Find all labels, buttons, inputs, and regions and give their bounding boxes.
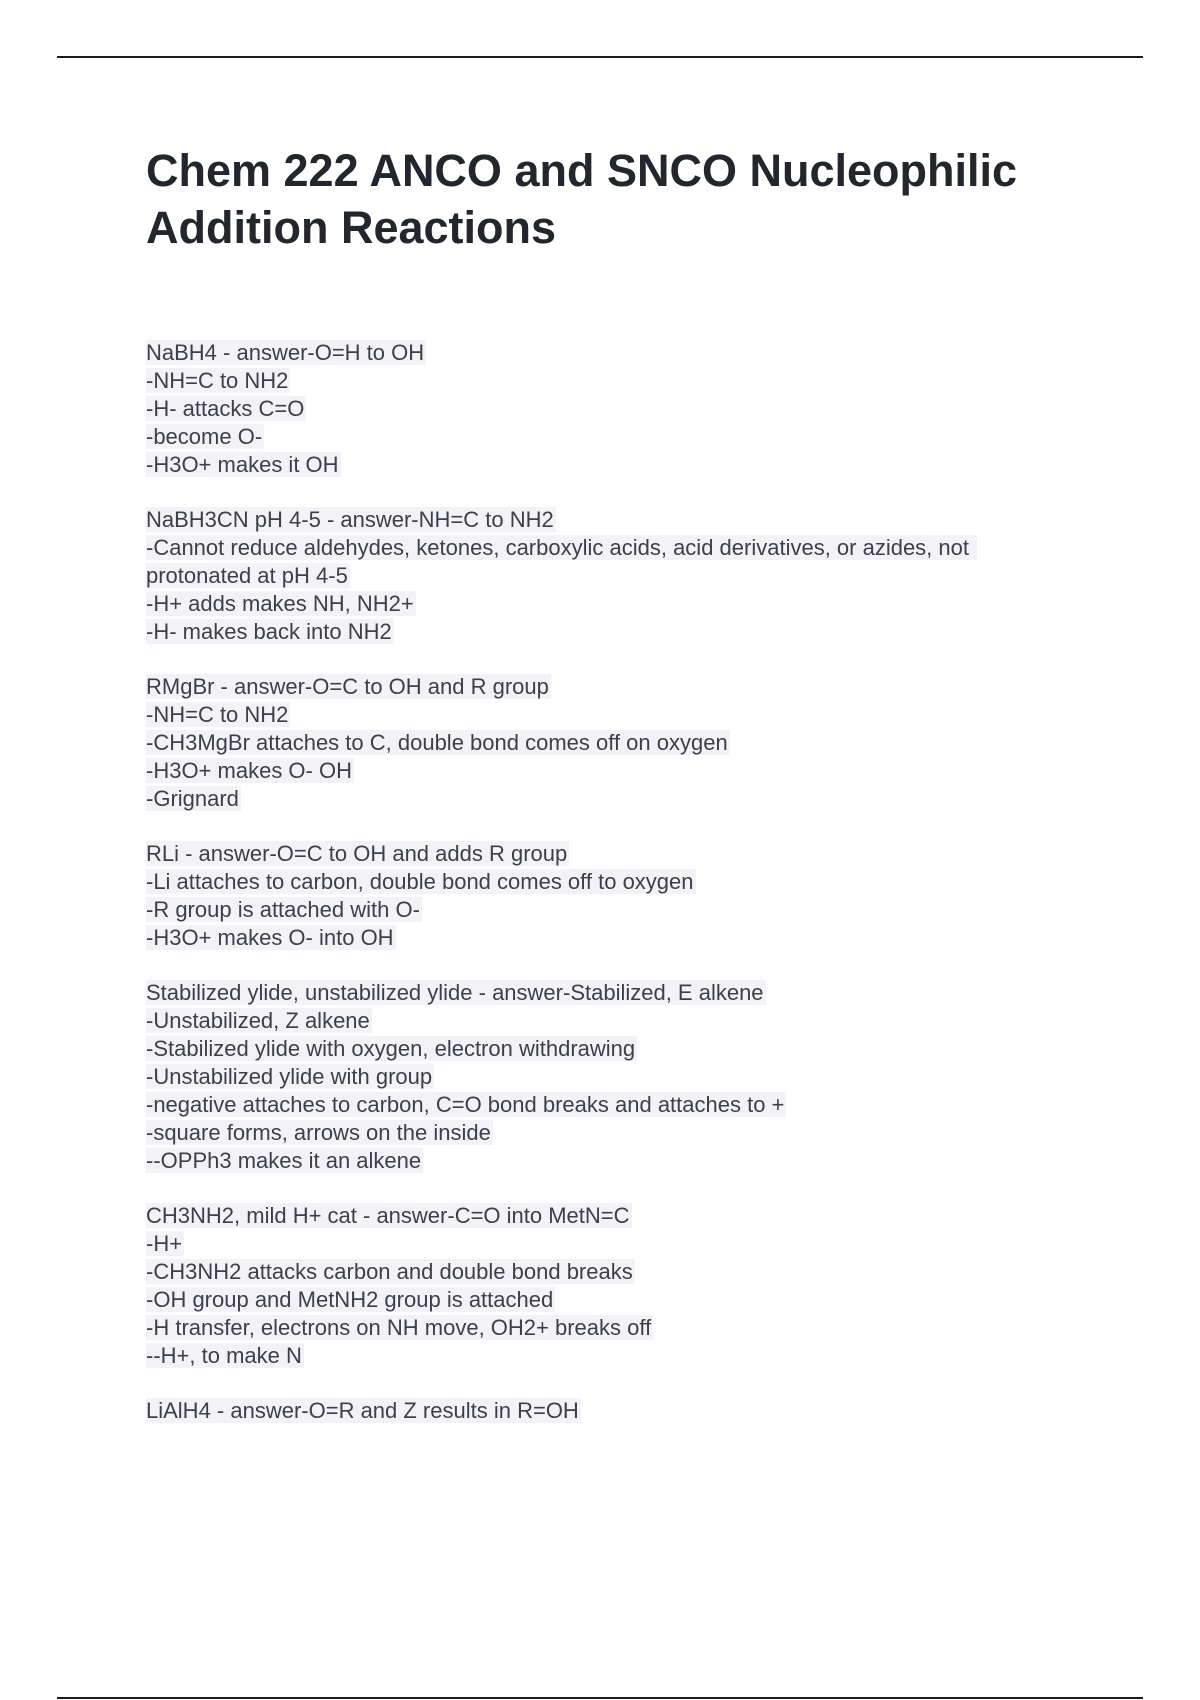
flashcard-nabh4 — [146, 339, 1076, 479]
card-line: NaBH4 - answer-O=H to OH — [146, 340, 425, 365]
card-line: -H3O+ makes O- into OH — [146, 925, 394, 950]
flashcard-lialh4 — [146, 1397, 1076, 1425]
card-line: -H- makes back into NH2 — [146, 619, 392, 644]
card-line: -OH group and MetNH2 group is attached — [146, 1287, 554, 1312]
card-line: -Unstabilized, Z alkene — [146, 1008, 370, 1033]
card-line: -Li attaches to carbon, double bond comes off to oxygen — [146, 869, 694, 894]
flashcard-ch3nh2 — [146, 1202, 1076, 1370]
bottom-rule — [57, 1697, 1143, 1699]
card-line: -H3O+ makes it OH — [146, 452, 339, 477]
flashcard-ylide — [146, 979, 1076, 1175]
card-line: -CH3NH2 attacks carbon and double bond breaks — [146, 1259, 633, 1284]
page-title: Chem 222 ANCO and SNCO Nucleophilic Addition Reactions — [146, 145, 1017, 253]
card-line: RLi - answer-O=C to OH and adds R group — [146, 841, 568, 866]
card-line: Stabilized ylide, unstabilized ylide - answer-Stabilized, E alkene — [146, 980, 764, 1005]
card-line: -CH3MgBr attaches to C, double bond comes off on oxygen — [146, 730, 728, 755]
card-line: -Grignard — [146, 786, 239, 811]
card-line: CH3NH2, mild H+ cat - answer-C=O into MetN=C — [146, 1203, 630, 1228]
top-rule — [57, 56, 1143, 58]
card-line: -Stabilized ylide with oxygen, electron withdrawing — [146, 1036, 636, 1061]
card-line: -square forms, arrows on the inside — [146, 1120, 491, 1145]
card-line: RMgBr - answer-O=C to OH and R group — [146, 674, 549, 699]
flashcard-rmgbr — [146, 673, 1076, 813]
card-line: LiAlH4 - answer-O=R and Z results in R=OH — [146, 1398, 579, 1423]
card-line: -H- attacks C=O — [146, 396, 305, 421]
card-line: --OPPh3 makes it an alkene — [146, 1148, 422, 1173]
card-line: -NH=C to NH2 — [146, 702, 289, 727]
card-line: NaBH3CN pH 4-5 - answer-NH=C to NH2 — [146, 507, 554, 532]
card-line: -H+ — [146, 1231, 183, 1256]
card-line: -H3O+ makes O- OH — [146, 758, 352, 783]
flashcard-rli — [146, 840, 1076, 952]
card-line: -H+ adds makes NH, NH2+ — [146, 591, 414, 616]
card-line: -become O- — [146, 424, 263, 449]
card-line: -H transfer, electrons on NH move, OH2+ breaks off — [146, 1315, 652, 1340]
card-line: -NH=C to NH2 — [146, 368, 289, 393]
card-line: -negative attaches to carbon, C=O bond breaks and attaches to + — [146, 1092, 785, 1117]
card-line: -Unstabilized ylide with group — [146, 1064, 433, 1089]
flashcard-nabh3cn — [146, 506, 1076, 646]
flashcard-list — [146, 339, 1076, 1452]
card-line: -Cannot reduce aldehydes, ketones, carboxylic acids, acid derivatives, or azides, not protonated at pH 4-5 — [146, 535, 976, 588]
card-line: -R group is attached with O- — [146, 897, 420, 922]
card-line: --H+, to make N — [146, 1343, 302, 1368]
